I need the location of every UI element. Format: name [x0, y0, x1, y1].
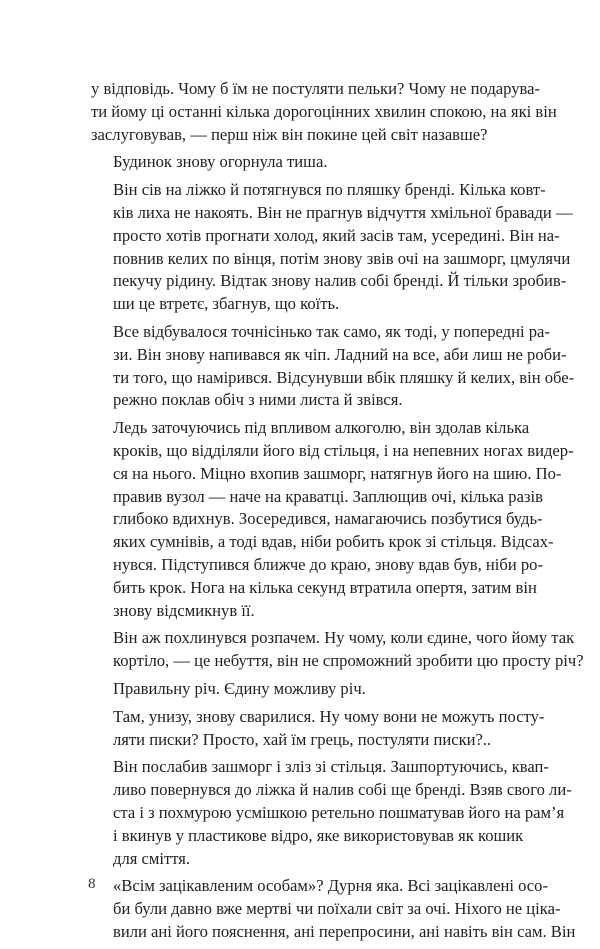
text-line: ти того, що намірився. Відсунувши вбік пляшку й келих, він обе-: [113, 367, 575, 387]
text-line: «Всім зацікавленим особам»? Дурня яка. Всі зацікавлені осо-: [113, 876, 548, 896]
text-line: Там, унизу, знову сварилися. Ну чому вони не можуть посту-: [113, 706, 545, 726]
text-line: і вкинув у пластикове відро, яке використовував як кошик: [113, 825, 524, 845]
paragraph: [91, 627, 584, 673]
text-line: просто хотів прогнати холод, який засів там, усередині. Він на-: [113, 225, 560, 245]
text-line: Будинок знову огорнула тиша.: [113, 152, 328, 172]
text-line: би були давно вже мертві чи поїхали світ за очі. Ніхого не ціка-: [113, 899, 561, 919]
paragraph: [91, 321, 575, 412]
paragraph: [91, 756, 572, 870]
text-line: знову відсмикнув її.: [113, 600, 255, 620]
page-number: 8: [88, 876, 96, 892]
paragraph: [91, 417, 574, 622]
paragraph: [91, 151, 516, 174]
text-line: ста і з похмурою усмішкою ретельно пошматував його на рам’я: [113, 802, 565, 822]
text-line: пекучу рідину. Відтак знову налив собі бренді. Й тільки зробив-: [113, 271, 567, 291]
paragraph: [91, 179, 573, 316]
text-line: Все відбувалося точнісінько так само, як тоді, у попередні ра-: [113, 321, 550, 341]
text-line: у відповідь. Чому б їм не постуляти пельки? Чому не подарува-: [91, 79, 541, 98]
text-line: Він сів на ліжко й потягнувся по пляшку бренді. Кілька ковт-: [113, 180, 546, 200]
text-line: ливо повернувся до ліжка й налив собі ще бренді. Взяв свого ли-: [113, 780, 572, 800]
paragraph: [91, 706, 545, 752]
text-line: Правильну річ. Єдину можливу річ.: [113, 678, 366, 698]
text-line: нувся. Підступився ближче до краю, знову вдав був, ніби ро-: [113, 554, 543, 574]
text-line: повнив келих по вінця, потім знову звів очі на зашморг, цмулячи: [113, 248, 571, 268]
text-line: ши це втретє, збагнув, що коїть.: [113, 294, 340, 314]
text-line: Він послабив зашморг і зліз зі стільця. Зашпортуючись, квап-: [113, 757, 549, 777]
paragraph: [91, 875, 576, 943]
text-line: кроків, що відділяли його від стільця, і на непевних ногах видер-: [113, 440, 574, 460]
text-line: ся на нього. Міцно вхопив зашморг, натягнув його на шию. По-: [113, 463, 562, 483]
body-text: [91, 78, 584, 949]
text-line: ляти писки? Просто, хай їм грець, постуляти писки?..: [113, 729, 492, 749]
text-line: вили ані його пояснення, ані перепросини, ані навіть він сам. Він: [113, 921, 576, 941]
paragraph: [91, 678, 516, 701]
text-line: глибоко вдихнув. Зосередився, намагаючись позбутися будь-: [113, 509, 543, 529]
text-line: Ледь заточуючись під впливом алкоголю, він здолав кілька: [113, 418, 530, 438]
text-line: яких сумнівів, а тоді вдав, ніби робить крок зі стільця. Відсах-: [113, 532, 554, 552]
text-line: бить крок. Нога на кілька секунд втратила опертя, затим він: [113, 577, 537, 597]
text-line: Він аж похлинувся розпачем. Ну чому, коли єдине, чого йому так: [113, 628, 575, 648]
text-line: кортіло, — це небуття, він не спроможний зробити цю просту річ?: [113, 651, 584, 671]
text-line: правив вузол — наче на краватці. Заплющив очі, кілька разів: [113, 486, 543, 506]
text-line: режно поклав обіч з ними листа й звівся.: [113, 390, 403, 410]
text-line: для сміття.: [113, 848, 191, 868]
text-line: ків лиха не накоять. Він не прагнув відчуття хмільної бравади —: [113, 202, 573, 222]
text-line: заслуговував, — перш ніж він покине цей світ назавше?: [91, 124, 488, 144]
paragraph: [91, 78, 557, 146]
text-line: зи. Він знову напивався як чіп. Ладний на все, аби лиш не роби-: [113, 344, 567, 364]
text-line: ти йому ці останні кілька дорогоцінних хвилин спокою, на які він: [91, 101, 557, 121]
